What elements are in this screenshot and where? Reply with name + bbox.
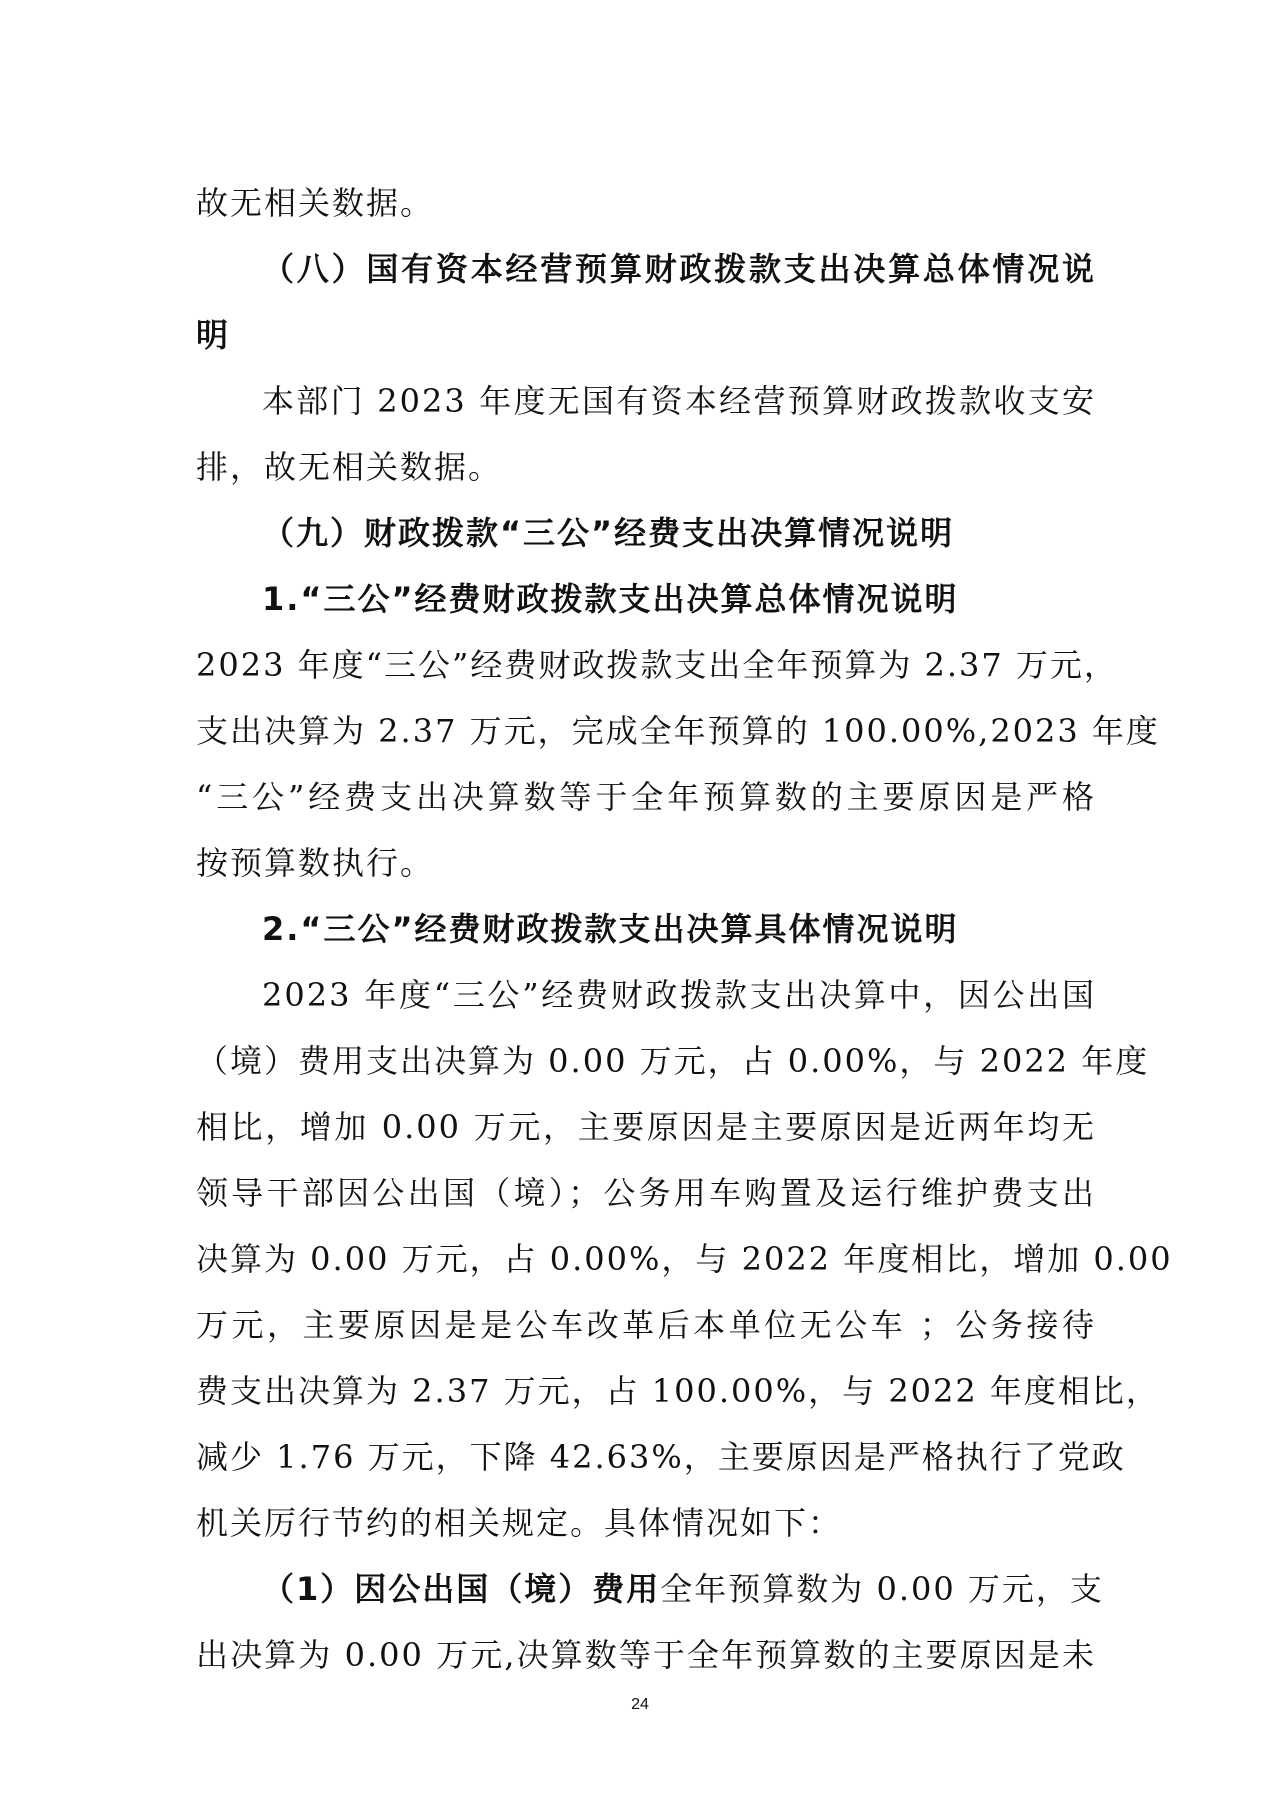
paragraph-line: 本部门 2023 年度无国有资本经营预算财政拨款收支安 (262, 382, 1096, 420)
item-heading: （1）因公出国（境）费用 (262, 1570, 661, 1608)
paragraph-line: 支出决算为 2.37 万元，完成全年预算的 100.00%,2023 年度 (196, 712, 1160, 750)
paragraph-line: 决算为 0.00 万元，占 0.00%，与 2022 年度相比，增加 0.00 (196, 1240, 1173, 1278)
mixed-paragraph-line (196, 1556, 1104, 1622)
section-heading-cont: 明 (196, 316, 231, 354)
subsection-heading: 1.“三公”经费财政拨款支出决算总体情况说明 (262, 580, 959, 618)
section-heading: （八）国有资本经营预算财政拨款支出决算总体情况说 (262, 250, 1096, 288)
paragraph-line: 机关厉行节约的相关规定。具体情况如下： (196, 1504, 843, 1542)
paragraph-line: 相比，增加 0.00 万元，主要原因是主要原因是近两年均无 (196, 1108, 1096, 1146)
item-text: 全年预算数为 0.00 万元，支 (660, 1570, 1104, 1608)
paragraph-line: 减少 1.76 万元，下降 42.63%，主要原因是严格执行了党政 (196, 1438, 1126, 1476)
paragraph-line: 费支出决算为 2.37 万元，占 100.00%，与 2022 年度相比， (196, 1372, 1160, 1410)
paragraph-line: （境）费用支出决算为 0.00 万元，占 0.00%，与 2022 年度 (196, 1042, 1150, 1080)
page-number: 24 (631, 1696, 649, 1713)
paragraph-line: 2023 年度“三公”经费财政拨款支出决算中，因公出国 (262, 976, 1096, 1014)
paragraph-line: 出决算为 0.00 万元,决算数等于全年预算数的主要原因是未 (196, 1636, 1096, 1674)
text-line: 故无相关数据。 (196, 184, 435, 222)
paragraph-line: “三公”经费支出决算数等于全年预算数的主要原因是严格 (196, 778, 1096, 816)
paragraph-line: 领导干部因公出国（境）；公务用车购置及运行维护费支出 (196, 1174, 1096, 1212)
subsection-heading: 2.“三公”经费财政拨款支出决算具体情况说明 (262, 910, 959, 948)
section-heading: （九）财政拨款“三公”经费支出决算情况说明 (262, 514, 955, 552)
paragraph-line: 排，故无相关数据。 (196, 448, 503, 486)
document-body (196, 170, 1173, 1688)
paragraph-line: 按预算数执行。 (196, 844, 435, 882)
paragraph-line: 2023 年度“三公”经费财政拨款支出全年预算为 2.37 万元， (196, 646, 1118, 684)
paragraph-line: 万元，主要原因是是公车改革后本单位无公车 ；公务接待 (196, 1306, 1096, 1344)
